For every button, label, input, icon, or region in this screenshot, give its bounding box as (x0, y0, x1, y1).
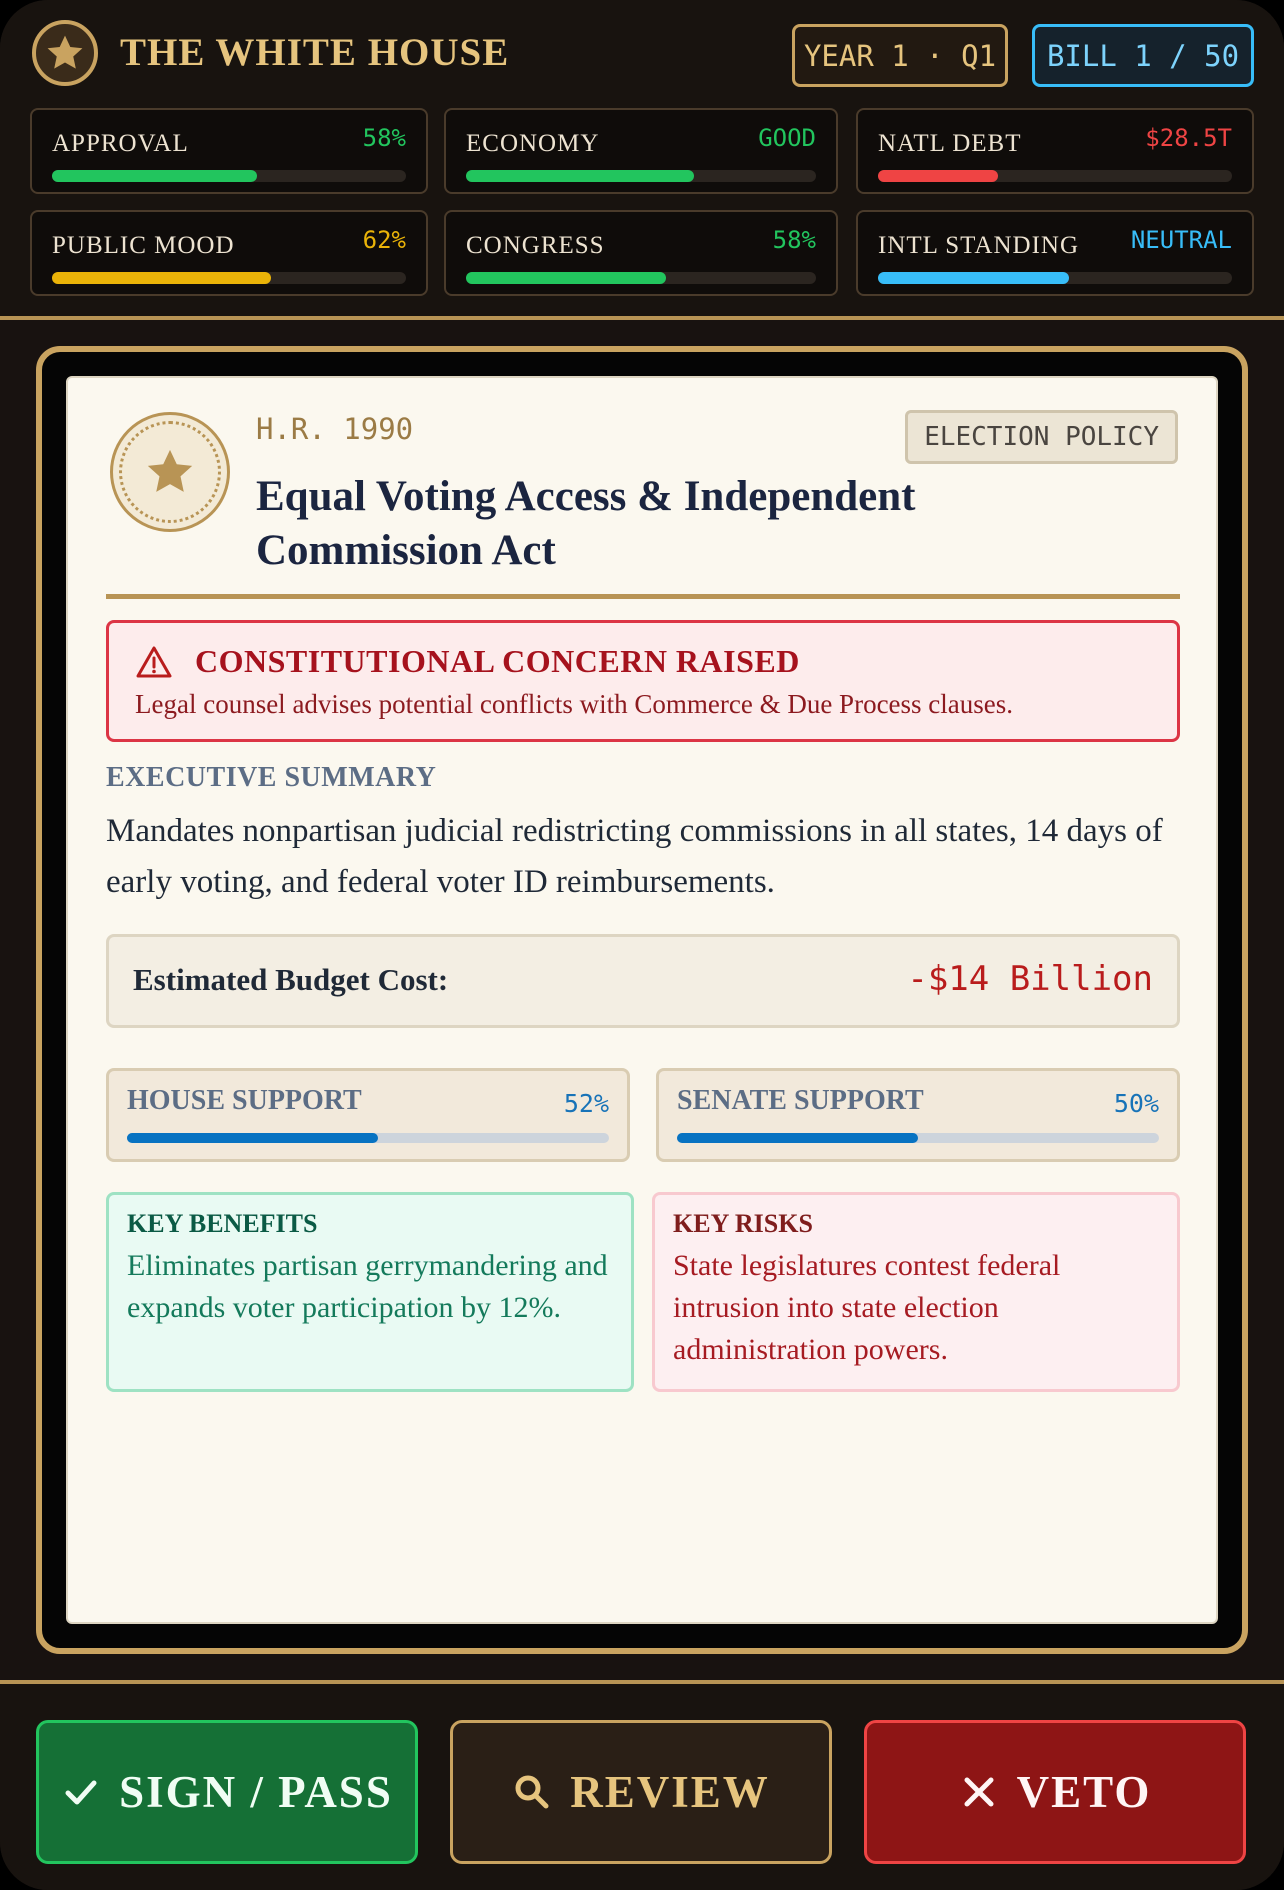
constitutional-alert (106, 620, 1180, 742)
star-icon (32, 20, 98, 86)
status-header (0, 0, 1284, 320)
stat-value: $28.5T (1145, 124, 1232, 152)
stat-bar (466, 272, 816, 284)
warning-triangle-icon (135, 645, 173, 679)
support-value: 50% (1113, 1089, 1159, 1118)
stat-bar (878, 272, 1232, 284)
stat-bar-fill (52, 272, 271, 284)
bill-counter-badge: BILL 1 / 50 (1032, 24, 1254, 87)
alert-title: CONSTITUTIONAL CONCERN RAISED (195, 643, 800, 679)
veto-button[interactable] (864, 1720, 1246, 1864)
stat-value: NEUTRAL (1130, 226, 1232, 254)
stat-value: 58% (772, 226, 816, 254)
sign-pass-label: SIGN / PASS (119, 1767, 393, 1817)
risks-text: State legislatures contest federal intrusion into state election administration powers. (673, 1249, 1061, 1366)
stat-bar (878, 170, 1232, 182)
stat-label: CONGRESS (466, 232, 605, 259)
stat-congress (444, 210, 838, 296)
year-quarter-badge: YEAR 1 · Q1 (792, 24, 1008, 87)
support-bar (677, 1133, 1159, 1143)
alert-text: Legal counsel advises potential conflicts with Commerce & Due Process clauses. (135, 689, 1014, 719)
support-label: HOUSE SUPPORT (127, 1085, 362, 1116)
summary-text: Mandates nonpartisan judicial redistricting commissions in all states, 14 days of early voting, and federal voter ID reimbursements. (106, 813, 1163, 900)
stat-bar-fill (878, 272, 1069, 284)
key-risks (652, 1192, 1180, 1392)
stat-value: GOOD (758, 124, 816, 152)
benefits-text: Eliminates partisan gerrymandering and expands voter participation by 12%. (127, 1249, 608, 1324)
app-title: THE WHITE HOUSE (120, 31, 510, 74)
action-bar (0, 1680, 1284, 1890)
stat-public-mood (30, 210, 428, 296)
senate-support (656, 1068, 1180, 1162)
benefits-label: KEY BENEFITS (127, 1209, 318, 1238)
stat-intl-standing (856, 210, 1254, 296)
support-label: SENATE SUPPORT (677, 1085, 924, 1116)
check-icon (61, 1772, 101, 1812)
x-icon (959, 1772, 999, 1812)
bill-number: H.R. 1990 (256, 412, 414, 446)
house-support (106, 1068, 630, 1162)
budget-box (106, 934, 1180, 1028)
stat-label: PUBLIC MOOD (52, 232, 235, 259)
bill-card (66, 376, 1218, 1624)
magnifier-icon (512, 1772, 552, 1812)
budget-label: Estimated Budget Cost: (133, 962, 449, 997)
support-bar (127, 1133, 609, 1143)
seal-star-icon (110, 412, 230, 532)
stat-bar (466, 170, 816, 182)
stat-approval (30, 108, 428, 194)
stat-label: APPROVAL (52, 130, 189, 157)
stat-label: ECONOMY (466, 130, 600, 157)
stat-bar-fill (466, 170, 694, 182)
stat-bar-fill (878, 170, 998, 182)
stat-economy (444, 108, 838, 194)
budget-value: -$14 Billion (907, 959, 1153, 999)
stat-bar-fill (466, 272, 666, 284)
bill-title: Equal Voting Access & Independent Commission Act (256, 473, 916, 574)
support-bar-fill (127, 1133, 378, 1143)
stat-bar (52, 272, 406, 284)
stat-label: INTL STANDING (878, 232, 1080, 259)
stat-value: 58% (362, 124, 406, 152)
stat-label: NATL DEBT (878, 130, 1022, 157)
divider (106, 594, 1180, 599)
stat-bar (52, 170, 406, 182)
stat-value: 62% (362, 226, 406, 254)
stat-bar-fill (52, 170, 257, 182)
risks-label: KEY RISKS (673, 1209, 813, 1238)
summary-heading: EXECUTIVE SUMMARY (106, 762, 437, 793)
category-badge: ELECTION POLICY (905, 410, 1178, 464)
support-bar-fill (677, 1133, 918, 1143)
support-value: 52% (563, 1089, 609, 1118)
veto-label: VETO (1016, 1767, 1152, 1817)
review-button[interactable] (450, 1720, 832, 1864)
stat-national-debt (856, 108, 1254, 194)
key-benefits (106, 1192, 634, 1392)
review-label: REVIEW (570, 1767, 770, 1817)
sign-pass-button[interactable] (36, 1720, 418, 1864)
